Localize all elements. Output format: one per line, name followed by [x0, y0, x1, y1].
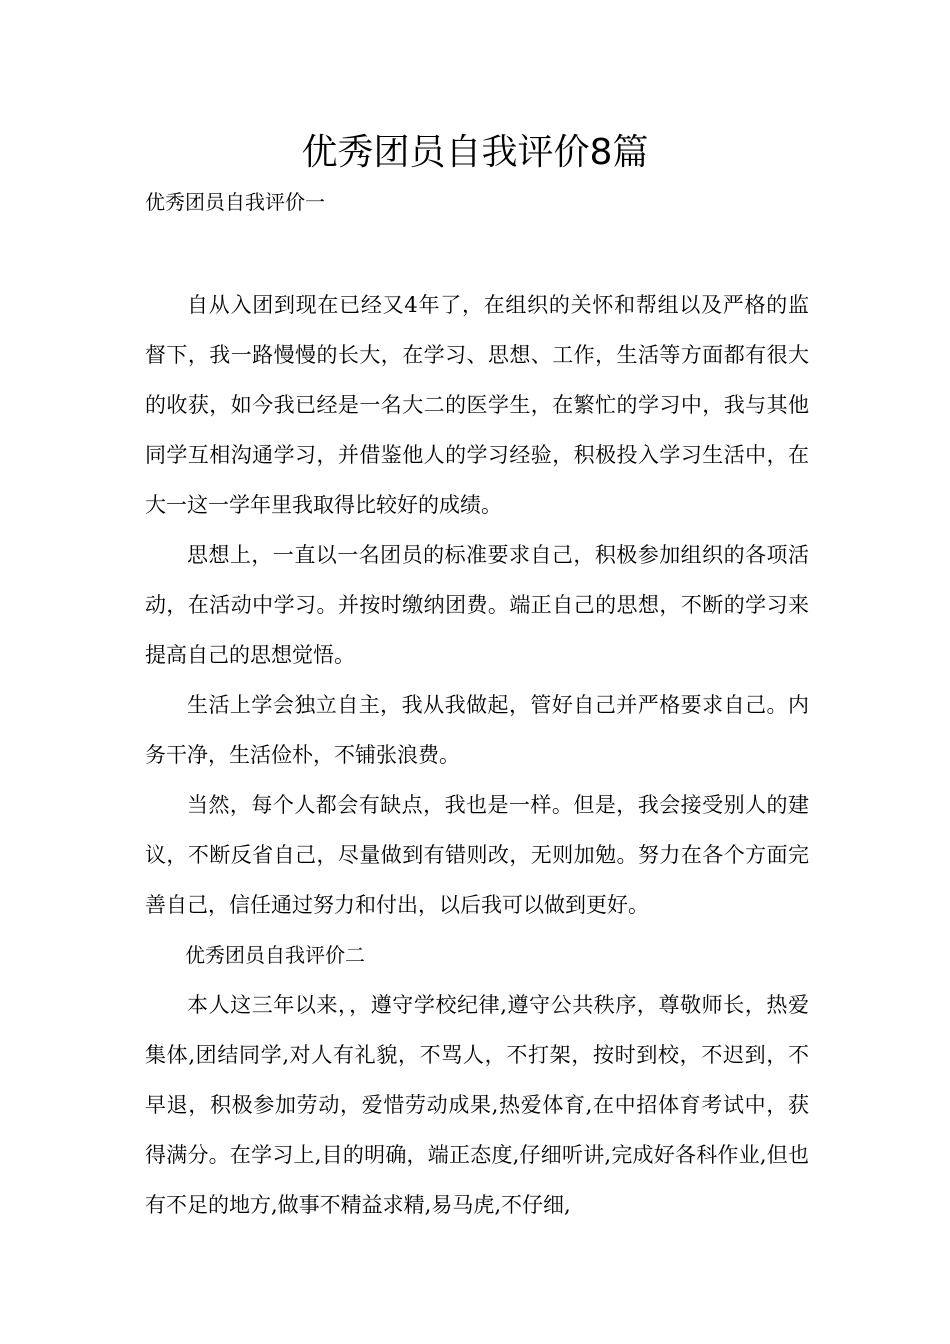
document-body	[145, 280, 809, 1230]
section-one-heading: 优秀团员自我评价一	[145, 190, 325, 214]
paragraph: 思想上，一直以一名团员的标准要求自己，积极参加组织的各项活动，在活动中学习。并按时缴纳团费。端正自己的思想，不断的学习来提高自己的思想觉悟。	[145, 543, 809, 667]
paragraph: 本人这三年以来，，遵守学校纪律,遵守公共秩序，尊敬师长，热爱集体,团结同学,对人有礼貌，不骂人，不打架，按时到校，不迟到，不早退，积极参加劳动，爱惜劳动成果,热爱体育,在中招体育考试中，获得满分。在学习上,目的明确，端正态度,仔细听讲,完成好各科作业,但也有不足的地方,做事不精益求精,易马虎,不仔细,	[145, 993, 809, 1217]
paragraph: 当然，每个人都会有缺点，我也是一样。但是，我会接受别人的建议，不断反省自己，尽量做到有错则改，无则加勉。努力在各个方面完善自己，信任通过努力和付出，以后我可以做到更好。	[145, 793, 809, 917]
paragraph: 自从入团到现在已经又4年了，在组织的关怀和帮组以及严格的监督下，我一路慢慢的长大，在学习、思想、工作，生活等方面都有很大的收获，如今我已经是一名大二的医学生，在繁忙的学习中，我与其他同学互相沟通学习，并借鉴他人的学习经验，积极投入学习生活中，在大一这一学年里我取得比较好的成绩。	[145, 293, 809, 517]
document-title: 优秀团员自我评价8篇	[301, 132, 649, 173]
paragraph: 生活上学会独立自主，我从我做起，管好自己并严格要求自己。内务干净，生活俭朴，不铺张浪费。	[145, 693, 809, 767]
section-two-heading: 优秀团员自我评价二	[185, 943, 365, 967]
